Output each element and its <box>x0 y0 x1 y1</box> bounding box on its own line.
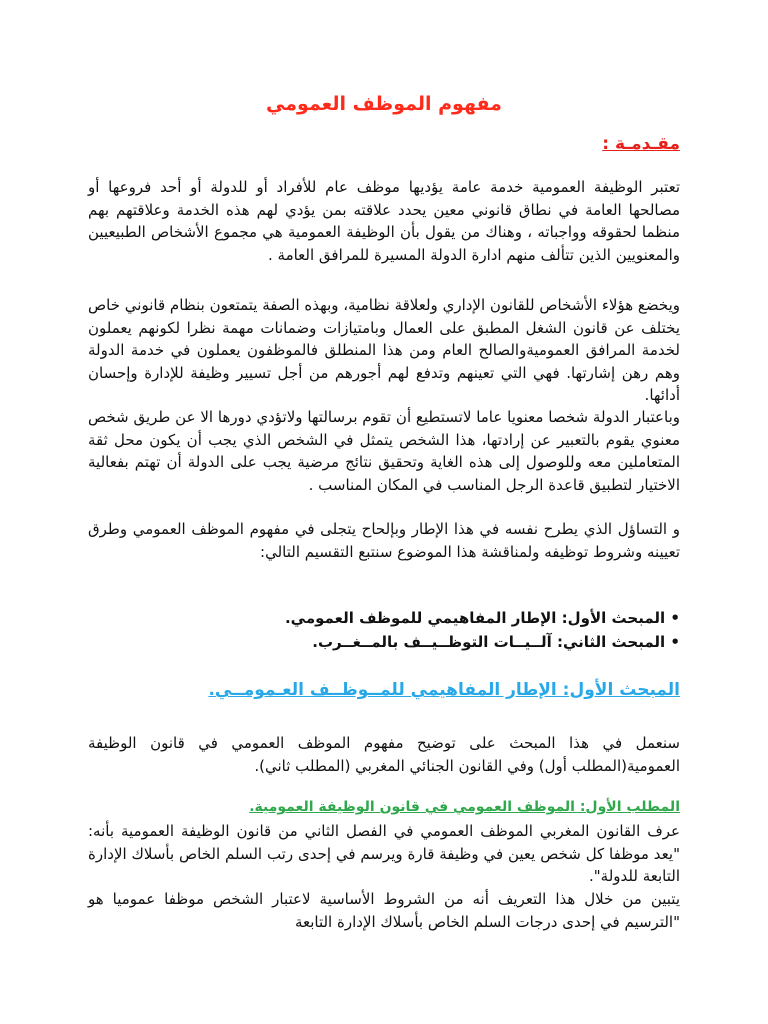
intro-paragraph-2: ويخضع هؤلاء الأشخاص للقانون الإداري ولعلاقة نظامية، وبهذه الصفة يتمتعون بنظام قانوني خاص يختلف عن قانون الشغل المطبق على العمال وبامتيازات وضمانات مهمة نظرا لكونهم يعملون لخدمة المرافق العموميةوالصالح العام ومن هذا المنطلق فالموظفون يعملون في خدمة الدولة وهم رهن إشارتها. فهي التي تعينهم وتدفع لهم أجورهم من أجل تسيير وظيفة للإدارة وإحسان أدائها. <box>88 296 680 404</box>
subsection-paragraph-1: عرف القانون المغربي الموظف العمومي في الفصل الثاني من قانون الوظيفة العمومية بأنه: "يعد موظفا كل شخص يعين في وظيفة قارة ويرسم في إحدى رتب السلم الخاص بأسلاك الإدارة التابعة للدولة". <box>88 822 680 885</box>
section-paragraph: سنعمل في هذا المبحث على توضيح مفهوم الموظف العمومي في قانون الوظيفة العمومية(المطلب أول) وفي القانون الجنائي المغربي (المطلب ثاني). <box>88 734 680 775</box>
outline-item: • المبحث الثاني: آلــيــات التوظــيــف بالمــغــرب. <box>88 630 680 654</box>
intro-paragraph-1: تعتبر الوظيفة العمومية خدمة عامة يؤديها موظف عام للأفراد أو للدولة أو أحد فروعها أو مصالحها العامة في نطاق قانوني معين يحدد علاقته بمن يؤدي لهم هذه الخدمة وعلاقتهم بهم منظما لحقوقه وواجباته ، وهناك من يقول بأن الوظيفة العمومية هي مجموع الأشخاص الطبيعيين والمعنويين الذين تتألف منهم ادارة الدولة المسيرة للمرافق العامة . <box>88 178 680 264</box>
intro-paragraph-3: وباعتبار الدولة شخصا معنويا عاما لاتستطيع أن تقوم برسالتها ولاتؤدي دورها الا عن طريق شخص معنوي يقوم بالتعبير عن إرادتها، هذا الشخص يتمثل في الشخص الذي يجب أن يكون محل ثقة المتعاملين معه وللوصول إلى هذه الغاية وتحقيق نتائج مرضية يجب على الدولة أن تهتم بفعالية الاختيار لتطبيق قاعدة الرجل المناسب في المكان المناسب . <box>88 408 680 494</box>
intro-heading: مقـدمـة : <box>602 134 680 154</box>
document-title: مفهوم الموظف العمومي <box>266 93 502 115</box>
subsection-paragraph-2: يتبين من خلال هذا التعريف أنه من الشروط الأساسية لاعتبار الشخص موظفا عموميا هو "الترسيم في إحدى درجات السلم الخاص بأسلاك الإدارة التابعة <box>88 890 680 931</box>
subsection-heading: المطلب الأول: الموظف العمومي في قانون الوظيفة العمومية. <box>249 799 680 815</box>
outline-list <box>88 606 680 654</box>
outline-item: • المبحث الأول: الإطار المفاهيمي للموظف العمومي. <box>88 606 680 630</box>
section-heading: المبحث الأول: الإطار المفاهيمي للمــوظــف العـمومــي. <box>208 680 680 700</box>
intro-paragraph-4: و التساؤل الذي يطرح نفسه في هذا الإطار وبإلحاح يتجلى في مفهوم الموظف العمومي وطرق تعيينه وشروط توظيفه ولمناقشة هذا الموضوع سنتبع التقسيم التالي: <box>88 520 680 561</box>
